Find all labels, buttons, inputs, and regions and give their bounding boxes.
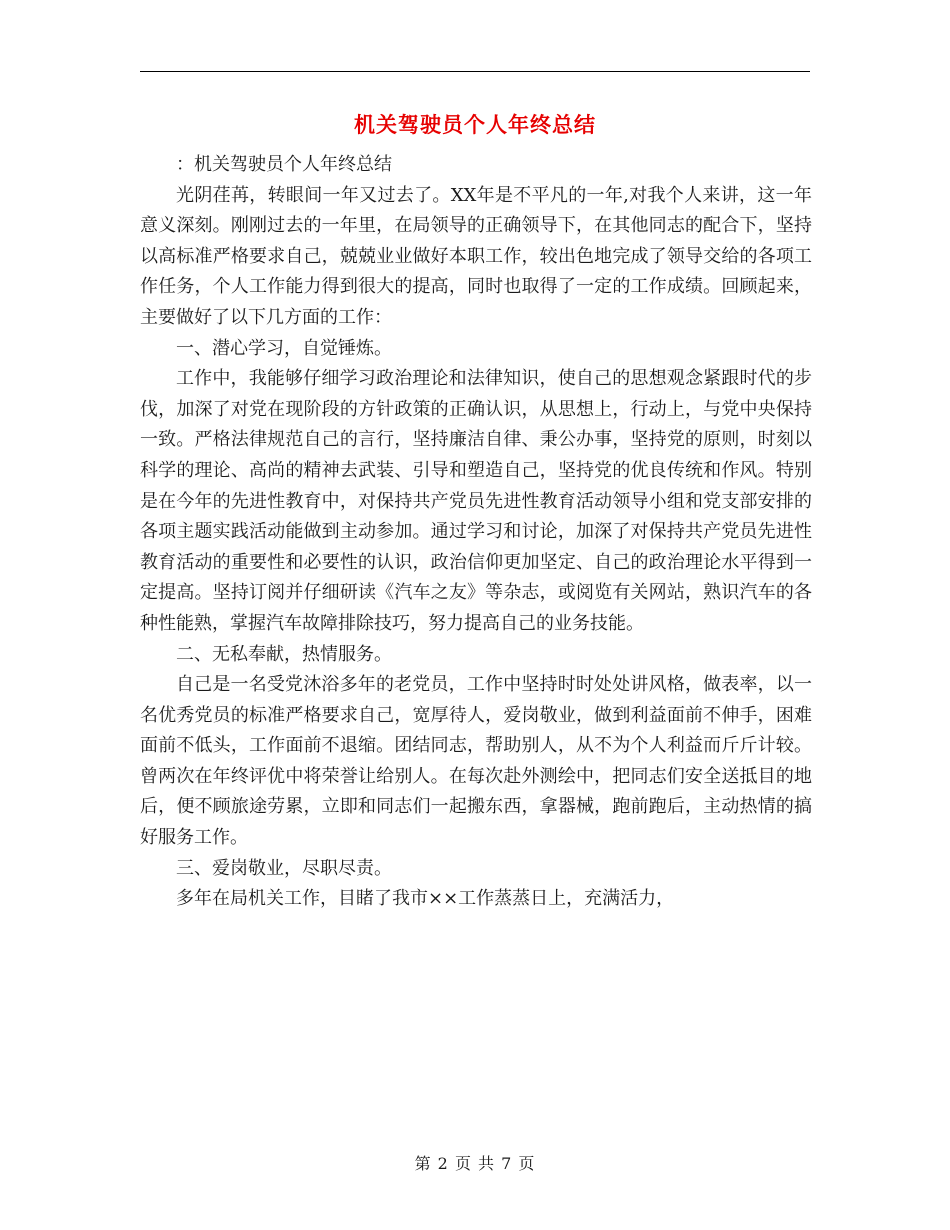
document-title: 机关驾驶员个人年终总结 — [354, 113, 596, 137]
subtitle-line: ：机关驾驶员个人年终总结 — [176, 154, 392, 175]
page-number: 第 2 页 共 7 页 — [414, 1154, 536, 1173]
section-heading-dedication: 三、爱岗敬业，尽职尽责。 — [176, 857, 392, 879]
document-body — [140, 150, 812, 915]
study-paragraph: 工作中，我能够仔细学习政治理论和法律知识，使自己的思想观念紧跟时代的步伐，加深了对党在现阶段的方针政策的正确认识，从思想上，行动上，与党中央保持一致。严格法律规范自己的言行，坚持廉洁自律、秉公办事，坚持党的原则，时刻以科学的理论、高尚的精神去武装、引导和塑造自己，坚持党的优良传统和作风。特别是在今年的先进性教育中，对保持共产党员先进性教育活动领导小组和党支部安排的各项主题实践活动能做到主动参加。通过学习和讨论，加深了对保持共产党员先进性教育活动的重要性和必要性的认识，政治信仰更加坚定、自己的政治理论水平得到一定提高。坚持订阅并仔细研读《汽车之友》等杂志，或阅览有关网站，熟识汽车的各种性能熟，掌握汽车故障排除技巧，努力提高自己的业务技能。 — [140, 368, 812, 634]
section-heading-service: 二、无私奉献，热情服务。 — [176, 643, 392, 665]
section-heading-study: 一、潜心学习，自觉锤炼。 — [176, 337, 392, 359]
service-paragraph: 自己是一名受党沐浴多年的老党员，工作中坚持时时处处讲风格，做表率，以一名优秀党员的标准严格要求自己，宽厚待人，爱岗敬业，做到利益面前不伸手，困难面前不低头，工作面前不退缩。团结同志，帮助别人，从不为个人利益而斤斤计较。曾两次在年终评优中将荣誉让给别人。在每次赴外测绘中，把同志们安全送抵目的地后，便不顾旅途劳累，立即和同志们一起搬东西，拿器械，跑前跑后，主动热情的搞好服务工作。 — [140, 674, 812, 849]
intro-paragraph: 光阴荏苒，转眼间一年又过去了。XX年是不平凡的一年,对我个人来讲，这一年意义深刻。刚刚过去的一年里，在局领导的正确领导下，在其他同志的配合下，坚持以高标准严格要求自己，兢兢业业做好本职工作，较出色地完成了领导交给的各项工作任务，个人工作能力得到很大的提高，同时也取得了一定的工作成绩。回顾起来，主要做好了以下几方面的工作： — [140, 184, 812, 328]
dedication-paragraph: 多年在局机关工作，目睹了我市××工作蒸蒸日上，充满活力， — [176, 888, 675, 910]
header-rule — [140, 71, 810, 72]
